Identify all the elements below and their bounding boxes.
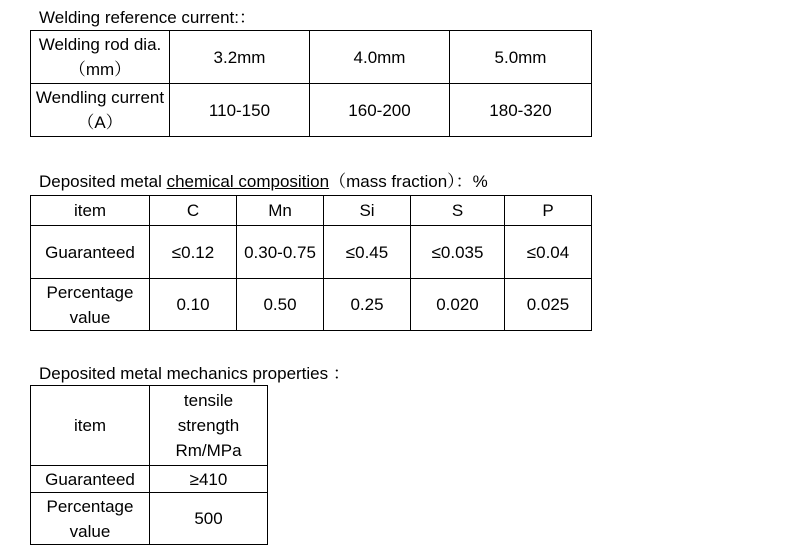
table-cell: ≤0.45 <box>324 226 411 279</box>
row-header-cell: Percentage value <box>31 493 150 545</box>
row-header-cell: Guaranteed <box>31 466 150 493</box>
row-header-cell: Percentage value <box>31 279 150 331</box>
table-cell: ≤0.035 <box>411 226 505 279</box>
column-header: C <box>150 196 237 226</box>
table-header-row <box>31 196 592 226</box>
table-cell: 0.50 <box>237 279 324 331</box>
table-cell: 0.25 <box>324 279 411 331</box>
chemical-composition-title <box>39 172 488 192</box>
table-cell: 500 <box>150 493 268 545</box>
title-suffix: （mass fraction）：% <box>329 172 488 191</box>
table-row <box>31 84 592 137</box>
column-header: P <box>505 196 592 226</box>
column-header: tensile strength Rm/MPa <box>150 386 268 466</box>
column-header: Mn <box>237 196 324 226</box>
table-cell: 0.10 <box>150 279 237 331</box>
table-cell: 0.020 <box>411 279 505 331</box>
title-prefix: Deposited metal <box>39 172 167 191</box>
table-row <box>31 31 592 84</box>
row-header-cell: Welding rod dia.（mm） <box>31 31 170 84</box>
table-row <box>31 226 592 279</box>
table-cell: 4.0mm <box>310 31 450 84</box>
table-cell: 180-320 <box>450 84 592 137</box>
welding-current-table <box>30 30 592 137</box>
table-cell: ≥410 <box>150 466 268 493</box>
table-cell: ≤0.12 <box>150 226 237 279</box>
column-header: S <box>411 196 505 226</box>
column-header: item <box>31 386 150 466</box>
table-cell: 110-150 <box>170 84 310 137</box>
table-cell: 0.025 <box>505 279 592 331</box>
column-header: item <box>31 196 150 226</box>
row-header-cell: Guaranteed <box>31 226 150 279</box>
table-cell: 0.30-0.75 <box>237 226 324 279</box>
row-header-cell: Wendling current（A） <box>31 84 170 137</box>
table-cell: ≤0.04 <box>505 226 592 279</box>
table-row <box>31 466 268 493</box>
table-cell: 5.0mm <box>450 31 592 84</box>
table-row <box>31 279 592 331</box>
mechanics-properties-title: Deposited metal mechanics properties ： <box>39 364 350 383</box>
column-header: Si <box>324 196 411 226</box>
table-header-row <box>31 386 268 466</box>
chemical-composition-table <box>30 195 592 331</box>
mechanics-properties-table <box>30 385 268 545</box>
chemical-composition-link[interactable]: chemical composition <box>166 172 330 191</box>
welding-current-title: Welding reference current:： <box>39 8 257 27</box>
table-cell: 160-200 <box>310 84 450 137</box>
table-row <box>31 493 268 545</box>
table-cell: 3.2mm <box>170 31 310 84</box>
